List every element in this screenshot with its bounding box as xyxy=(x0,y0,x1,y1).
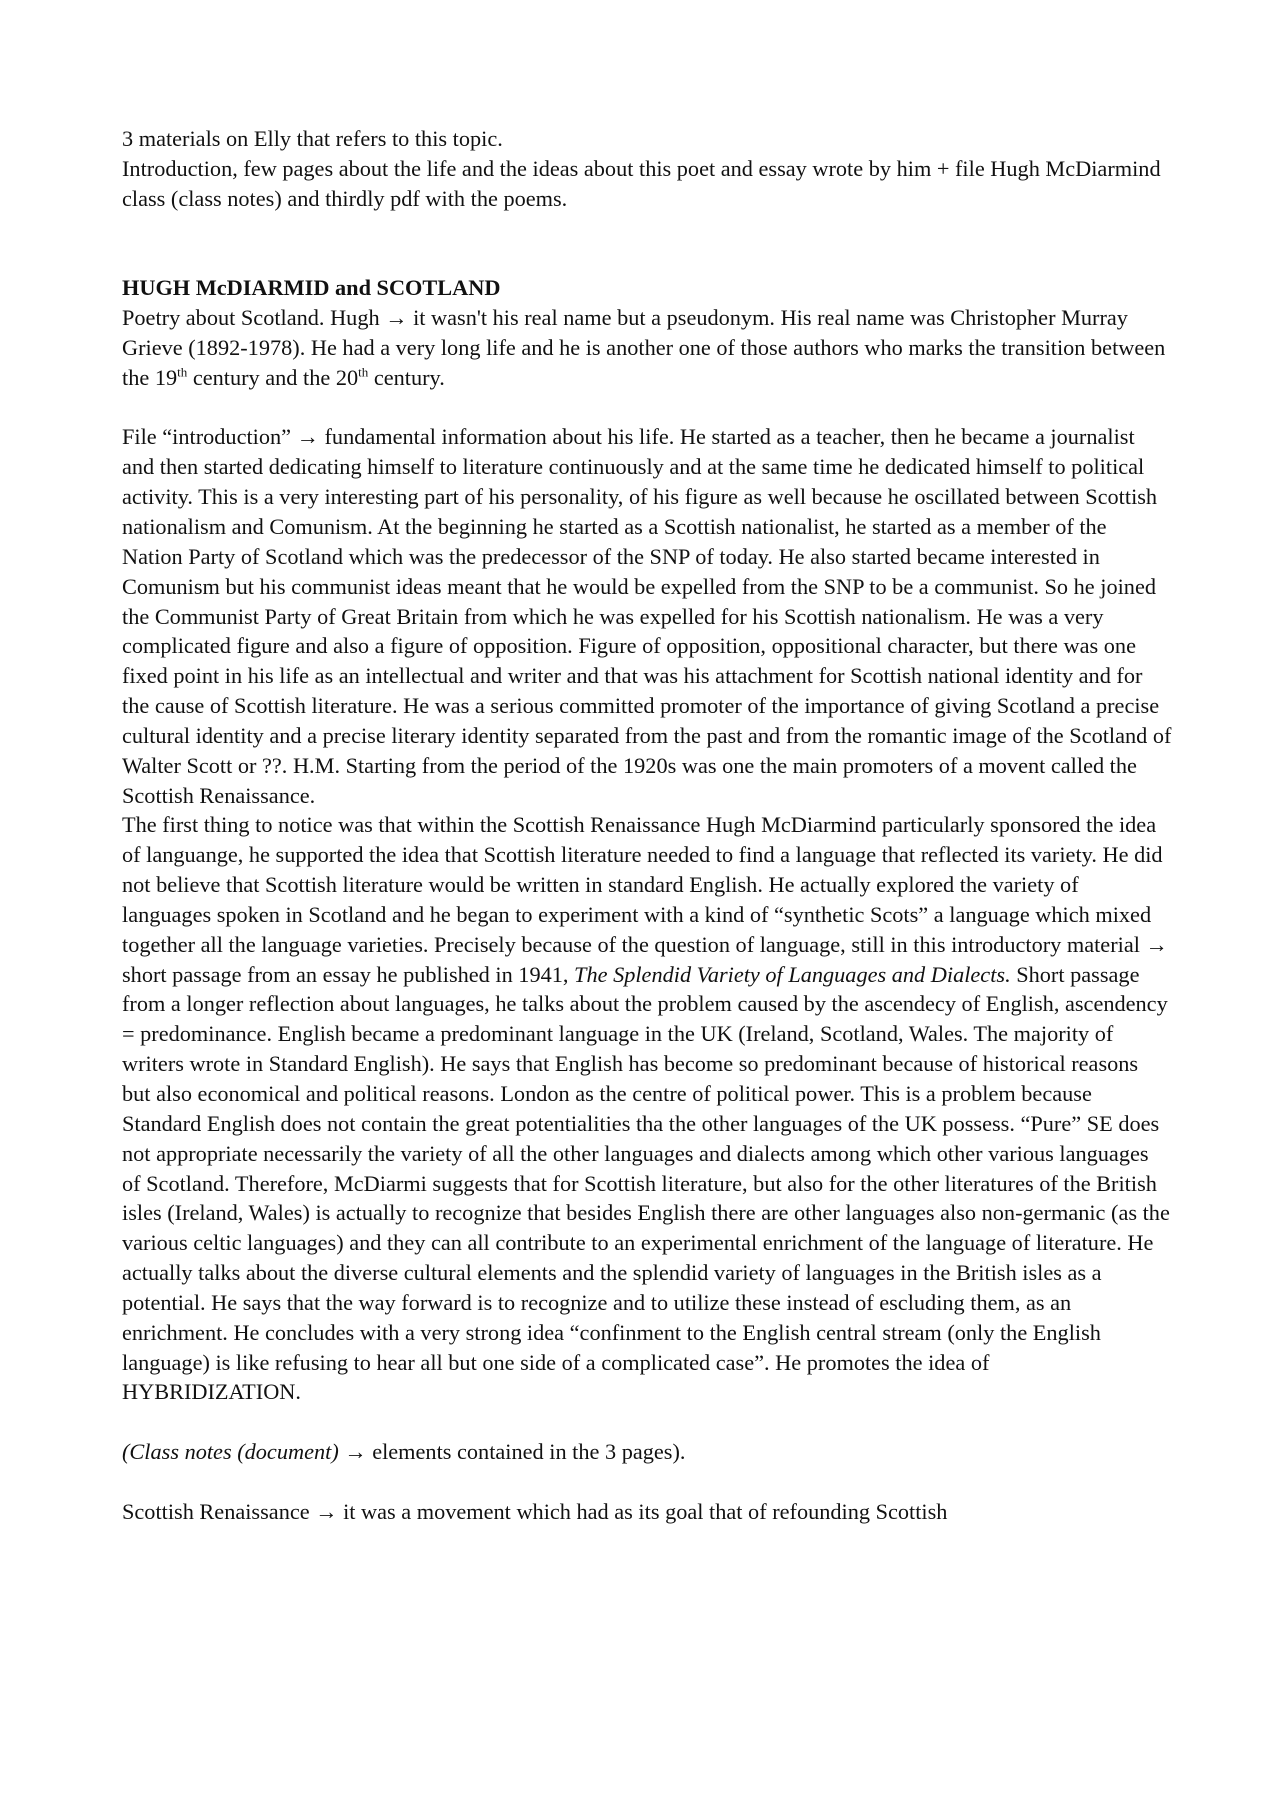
paragraph-language xyxy=(122,810,1172,1407)
spacer xyxy=(122,1407,1172,1437)
class-notes-text: → elements contained in the 3 pages). xyxy=(338,1439,686,1465)
class-notes-label: (Class notes (document) xyxy=(122,1439,339,1465)
superscript-th-19: th xyxy=(177,364,188,380)
section-heading: HUGH McDIARMID and SCOTLAND xyxy=(122,275,501,301)
paragraph-scottish-renaissance: Scottish Renaissance → it was a movement which had as its goal that of refounding Scottish xyxy=(122,1498,948,1524)
spacer xyxy=(122,1467,1172,1497)
paragraph-pseudonym xyxy=(122,303,1172,393)
document-page xyxy=(122,124,1172,1527)
paragraph-pseudonym-text-3: century. xyxy=(368,364,445,390)
essay-title: The Splendid Variety of Languages and Dialects. xyxy=(574,961,1011,987)
intro-line-2: Introduction, few pages about the life and the ideas about this poet and essay wrote by him + file Hugh McDiarmind class (class notes) and thirdly pdf with the poems. xyxy=(122,155,1161,211)
paragraph-language-text: The first thing to notice was that within the Scottish Renaissance Hugh McDiarmind particularly sponsored the idea of languange, he supported the idea that Scottish literature needed to find a language that reflected its variety. He did not believe that Scottish literature would be written in standard English. He actually explored the variety of languages spoken in Scotland and he began to experiment with a kind of “synthetic Scots” a language which mixed together all the language varieties. Precisely because of the question of language, still in this introductory material → short passage from an essay he published in 1941, xyxy=(122,812,1168,987)
spacer xyxy=(122,214,1172,274)
paragraph-introduction-file: File “introduction” → fundamental information about his life. He started as a teacher, then he became a journalist and then started dedicating himself to literature continuously and at the same time he dedicated himself to political activity. This is a very interesting part of his personality, of his figure as well because he oscillated between Scottish nationalism and Comunism. At the beginning he started as a Scottish nationalist, he started as a member of the Nation Party of Scotland which was the predecessor of the SNP of today. He also started became interested in Comunism but his communist ideas meant that he would be expelled from the SNP to be a communist. So he joined the Communist Party of Great Britain from which he was expelled for his Scottish nationalism. He was a very complicated figure and also a figure of opposition. Figure of opposition, oppositional character, but there was one fixed point in his life as an intellectual and writer and that was his attachment for Scottish national identity and for the cause of Scottish literature. He was a serious committed promoter of the importance of giving Scotland a precise cultural identity and a precise literary identity separated from the past and from the romantic image of the Scotland of Walter Scott or ??. H.M. Starting from the period of the 1920s was one the main promoters of a movent called the Scottish Renaissance. xyxy=(122,424,1172,808)
superscript-th-20: th xyxy=(358,364,369,380)
intro-line-1: 3 materials on Elly that refers to this topic. xyxy=(122,126,503,151)
spacer xyxy=(122,393,1172,423)
paragraph-language-text-2: Short passage from a longer reflection about languages, he talks about the problem caused by the ascendecy of English, ascendency = predominance. English became a predominant language in the UK (Ireland, Scotland, Wales. The majority of writers wrote in Standard English). He says that English has become so predominant because of historical reasons but also economical and political reasons. London as the centre of political power. This is a problem because Standard English does not contain the great potentialities tha the other languages of the UK possess. “Pure” SE does not appropriate necessarily the variety of all the other languages and dialects among which other various languages of Scotland. Therefore, McDiarmi suggests that for Scottish literature, but also for the other literatures of the British isles (Ireland, Wales) is actually to recognize that besides English there are other languages also non-germanic (as the various celtic languages) and they can all contribute to an experimental enrichment of the language of literature. He actually talks about the diverse cultural elements and the splendid variety of languages in the British isles as a potential. He says that the way forward is to recognize and to utilize these instead of escluding them, as an enrichment. He concludes with a very strong idea “confinment to the English central stream (only the English language) is like refusing to hear all but one side of a complicated case”. He promotes the idea of HYBRIDIZATION. xyxy=(122,961,1170,1405)
paragraph-class-notes xyxy=(122,1437,1172,1467)
paragraph-pseudonym-text: Poetry about Scotland. Hugh → it wasn't his real name but a pseudonym. His real name was Christopher Murray Grieve (1892-1978). He had a very long life and he is another one of those authors who marks the transition between the 19 xyxy=(122,305,1166,390)
paragraph-pseudonym-text-2: century and the 20 xyxy=(187,364,359,390)
